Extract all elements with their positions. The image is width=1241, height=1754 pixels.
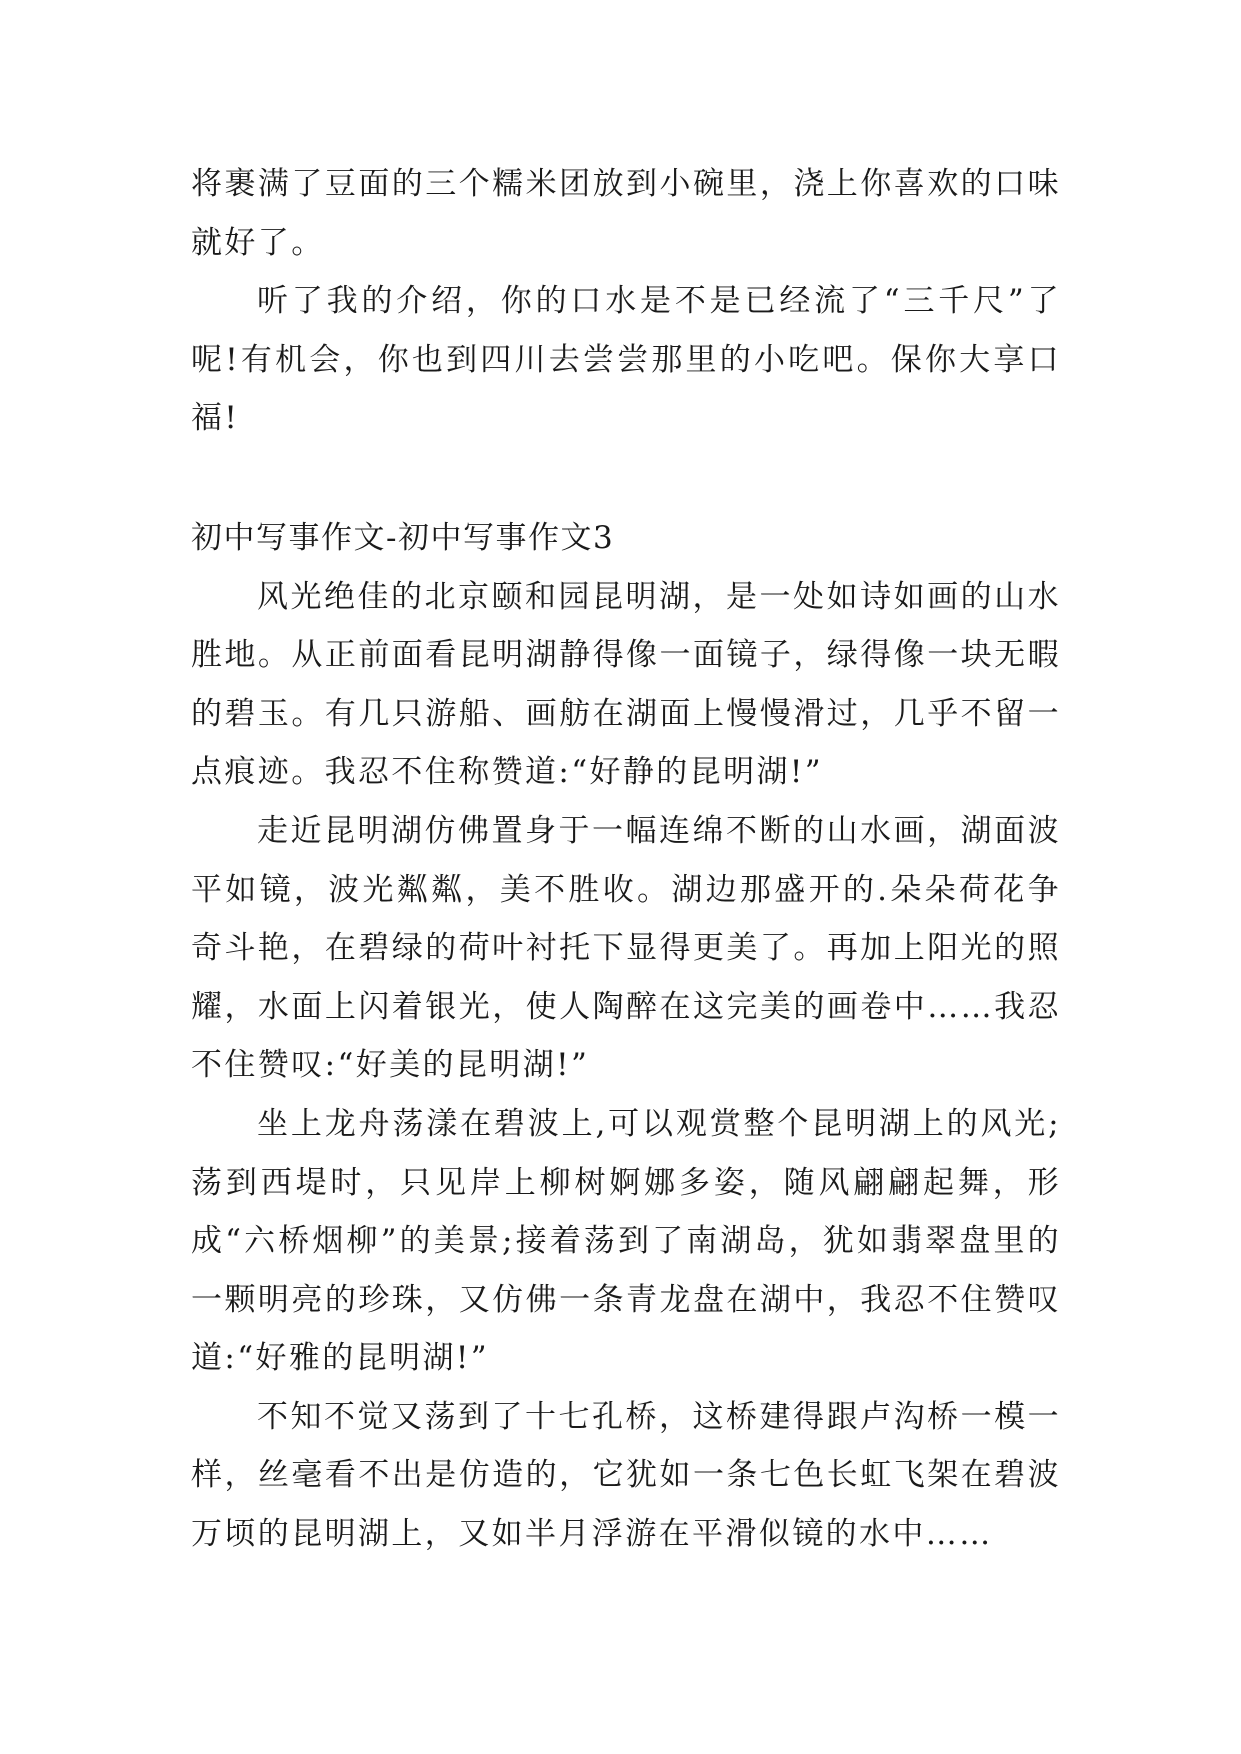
paragraph-intro-continuation: 将裹满了豆面的三个糯米团放到小碗里，浇上你喜欢的口味就好了。	[191, 166, 1061, 261]
paragraph-2: 走近昆明湖仿佛置身于一幅连绵不断的山水画，湖面波平如镜，波光粼粼，美不胜收。湖边那盛开的.朵朵荷花争奇斗艳，在碧绿的荷叶衬托下显得更美了。再加上阳光的照耀，水面上闪着银光，使人陶醉在这完美的画卷中……我忍不住赞叹:“好美的昆明湖!”	[191, 812, 1061, 1084]
paragraph-4: 不知不觉又荡到了十七孔桥，这桥建得跟卢沟桥一模一样，丝毫看不出是仿造的，它犹如一条七色长虹飞架在碧波万顷的昆明湖上，又如半月浮游在平滑似镜的水中……	[191, 1398, 1061, 1553]
paragraph-3: 坐上龙舟荡漾在碧波上,可以观赏整个昆明湖上的风光;荡到西堤时，只见岸上柳树婀娜多姿，随风翩翩起舞，形成“六桥烟柳”的美景;接着荡到了南湖岛，犹如翡翠盘里的一颗明亮的珍珠，又仿佛一条青龙盘在湖中，我忍不住赞叹道:“好雅的昆明湖!”	[191, 1105, 1061, 1377]
paragraph-intro-closing: 听了我的介绍，你的口水是不是已经流了“三千尺”了呢!有机会，你也到四川去尝尝那里的小吃吧。保你大享口福!	[191, 283, 1061, 437]
document-body	[191, 155, 1061, 1564]
section-title: 初中写事作文-初中写事作文3	[191, 519, 615, 556]
paragraph-1: 风光绝佳的北京颐和园昆明湖，是一处如诗如画的山水胜地。从正前面看昆明湖静得像一面镜子，绿得像一块无暇的碧玉。有几只游船、画舫在湖面上慢慢滑过，几乎不留一点痕迹。我忍不住称赞道:“好静的昆明湖!”	[191, 578, 1061, 791]
